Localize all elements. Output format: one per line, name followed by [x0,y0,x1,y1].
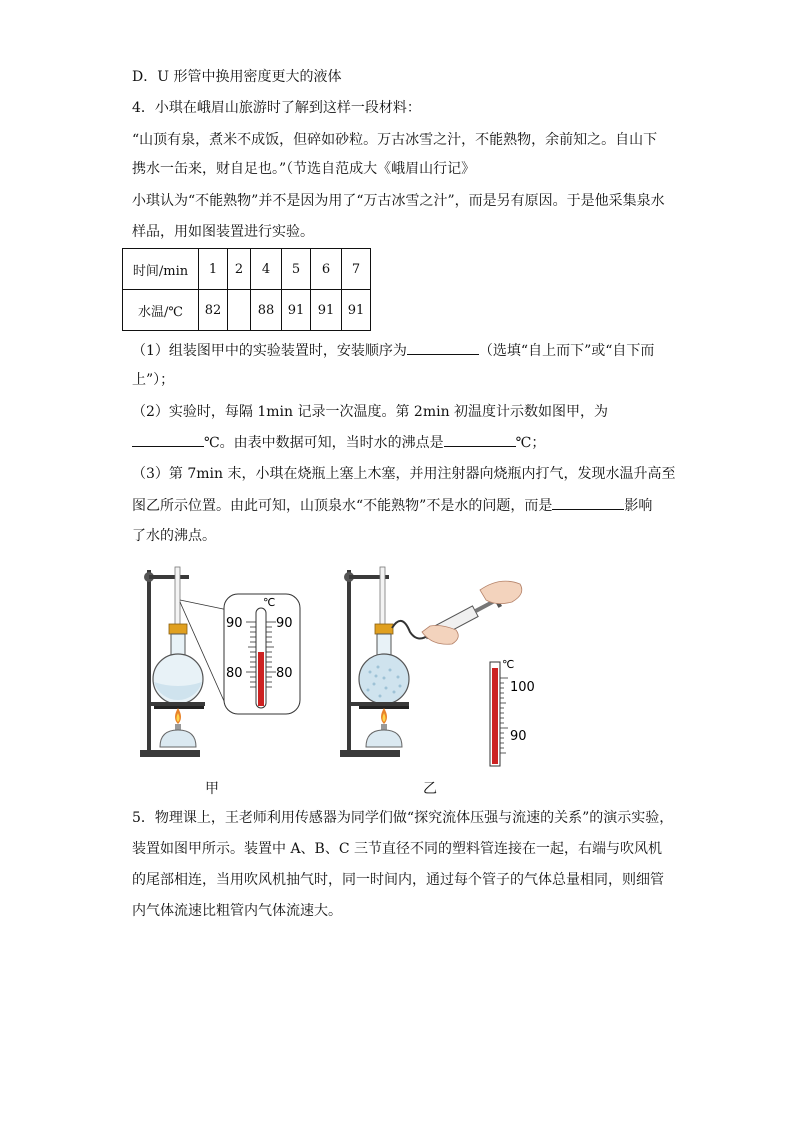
q4-intro: 4．小琪在峨眉山旅游时了解到这样一段材料： [132,100,421,116]
table-cell: 4 [251,249,282,290]
table-cell: 82 [199,290,228,331]
q4-part1-text-a: （1）组装图甲中的实验装置时，安装顺序为 [132,343,407,359]
q5-line1: 5．物理课上，王老师利用传感器为同学们做“探究流体压强与流速的关系”的演示实验， [132,810,674,826]
table-cell: 2 [228,249,251,290]
q4-text-line1: 小琪认为“不能熟物”并不是因为用了“万古冰雪之汁”，而是另有原因。于是他采集泉水 [132,193,665,209]
q4-part3-text-b: 图乙所示位置。由此可知，山顶泉水“不能熟物”不是水的问题，而是 [132,498,553,514]
temperature-table [122,248,371,331]
table-cell: 88 [251,290,282,331]
table-row [123,290,371,331]
q4-part2-text-b: ℃。由表中数据可知，当时水的沸点是 [204,435,444,451]
jia-scale-label-right: 80 [276,666,293,681]
figure-yi-caption: 乙 [423,781,437,797]
q4-quote-line1: “山顶有泉，煮米不成饭，但碎如砂粒。万古冰雪之汁，不能熟物，余前知之。自山下 [132,132,658,148]
table-cell: 5 [282,249,311,290]
table-cell: 1 [199,249,228,290]
table-cell [228,290,251,331]
option-d: D．U 形管中换用密度更大的液体 [132,69,342,85]
jia-scale-label-left: 80 [226,666,243,681]
answer-blank[interactable] [407,340,479,355]
q4-part1-line1 [132,340,654,361]
q4-part3-text-c: 影响 [624,498,653,514]
figure-jia-apparatus [140,562,320,762]
table-cell: 91 [342,290,371,331]
q4-part2-line1: （2）实验时，每隔 1min 记录一次温度。第 2min 初温度计示数如图甲，为 [132,404,609,420]
table-cell: 91 [311,290,342,331]
q5-line4: 内气体流速比粗管内气体流速大。 [132,903,342,919]
figure-yi-thermometer [484,656,544,768]
q5-line3: 的尾部相连，当用吹风机抽气时，同一时间内，通过每个管子的气体总量相同，则细管 [132,872,664,888]
answer-blank[interactable] [444,432,516,447]
jia-scale-label-right: 90 [276,616,293,631]
q4-part3-line1: （3）第 7min 末，小琪在烧瓶上塞上木塞，并用注射器向烧瓶内打气，发现水温升高至 [132,466,676,482]
table-row [123,249,371,290]
table-cell: 91 [282,290,311,331]
table-header-cell: 水温/℃ [123,290,199,331]
q4-text-line2: 样品，用如图装置进行实验。 [132,224,314,240]
yi-unit-label: ℃ [502,658,515,671]
q4-part2-text-c: ℃； [515,435,546,451]
q5-line2: 装置如图甲所示。装置中 A、B、C 三节直径不同的塑料管连接在一起，右端与吹风机 [132,841,663,857]
table-cell: 7 [342,249,371,290]
q4-part3-line2 [132,495,652,516]
table-header-cell: 时间/min [123,249,199,290]
q4-part2-line2 [132,432,545,453]
jia-scale-label-left: 90 [226,616,243,631]
answer-blank[interactable] [132,432,204,447]
table-cell: 6 [311,249,342,290]
yi-scale-label: 100 [510,680,535,695]
answer-blank[interactable] [552,495,624,510]
figure-jia-caption: 甲 [205,781,219,797]
q4-part1-line2: 上”）； [132,372,175,388]
yi-scale-label: 90 [510,729,527,744]
q4-part3-line3: 了水的沸点。 [132,528,216,544]
jia-unit-label: ℃ [263,596,276,609]
q4-quote-line2: 携水一缶来，财自足也。”（节选自范成大《峨眉山行记》 [132,161,476,177]
q4-part1-text-b: （选填“自上而下”或“自下而 [478,343,655,359]
